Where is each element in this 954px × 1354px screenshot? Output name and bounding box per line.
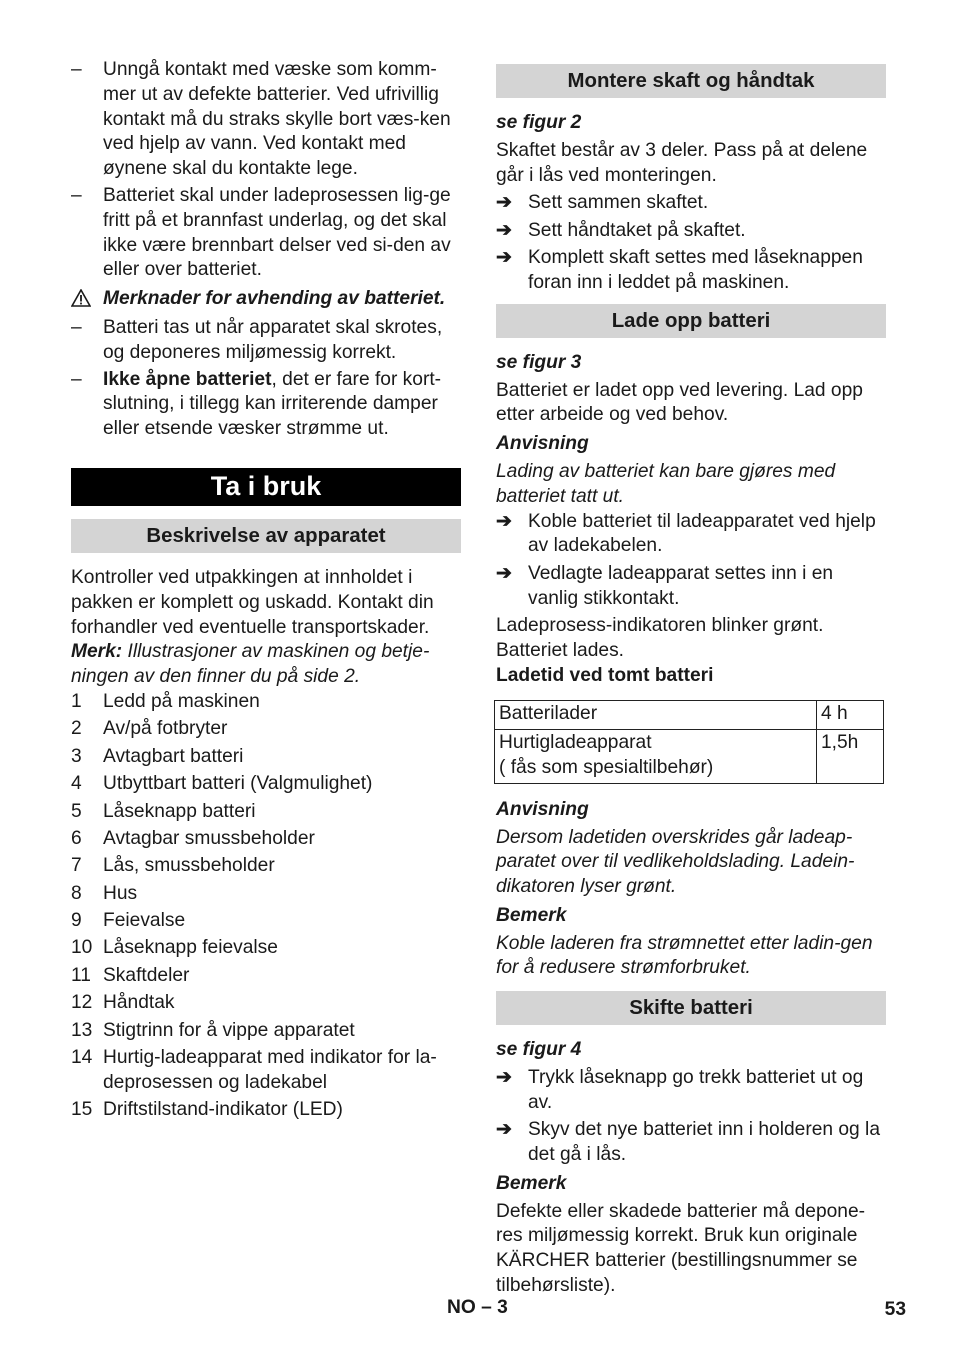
- list-item: [71, 964, 461, 989]
- table-cell-time: 1,5h: [817, 730, 884, 784]
- list-item-number: 3: [71, 745, 82, 767]
- step-item: [496, 510, 886, 560]
- bemerk-text: Defekte eller skadede batterier må depone-res miljømessig korrekt. Bruk kun originale KÄRCHER batterier (bestillingsnummer se tilbehørsliste).: [496, 1200, 866, 1297]
- list-item-number: 10: [71, 937, 93, 959]
- replace-steps: [496, 1066, 886, 1168]
- dash-bullet: –: [71, 368, 82, 390]
- step-text: Vedlagte ladeapparat settes inn i en vanlig stikkontakt.: [528, 562, 834, 609]
- list-item-number: 13: [71, 1019, 93, 1041]
- figure-reference: se figur 4: [496, 1039, 582, 1061]
- note-label: Merk:: [71, 641, 123, 663]
- anvisning-label: Anvisning: [496, 798, 589, 820]
- list-item-label: Ledd på maskinen: [103, 690, 260, 712]
- charge-steps: [496, 510, 886, 612]
- list-item-label: Hurtig-ladeapparat med indikator for la-deprosessen og ladekabel: [103, 1047, 437, 1093]
- left-column: [71, 58, 461, 1126]
- charge-paragraph: Batteriet er ladet opp ved levering. Lad opp etter arbeide og ved behov.: [496, 379, 863, 426]
- step-text: Sett sammen skaftet.: [528, 192, 709, 214]
- section-title: Ta i bruk: [71, 468, 461, 506]
- step-text: Skyv det nye batteriet inn i holderen og la det gå i lås.: [528, 1119, 880, 1166]
- note-text: Illustrasjoner av maskinen og betje-ningen av den finner du på side 2.: [71, 641, 430, 688]
- figure-reference: se figur 3: [496, 351, 582, 373]
- anvisning-text: Dersom ladetiden overskrides går ladeap-paratet over til vedlikeholdslading. Ladein-dikatoren lyser grønt.: [496, 826, 855, 898]
- list-item: [71, 1046, 461, 1096]
- replace-section-title: Skifte batteri: [496, 991, 886, 1025]
- table-row: [495, 701, 884, 730]
- arrow-icon: ➔: [496, 510, 513, 532]
- arrow-icon: ➔: [496, 1119, 513, 1141]
- list-item: [71, 1019, 461, 1044]
- list-item-label: Av/på fotbryter: [103, 718, 228, 740]
- list-item-label: Skaftdeler: [103, 964, 190, 986]
- list-item-label: Håndtak: [103, 992, 175, 1014]
- list-item-number: 14: [71, 1047, 93, 1069]
- list-item: [71, 991, 461, 1016]
- dash-bullet: –: [71, 316, 82, 338]
- charge-time-heading: Ladetid ved tomt batteri: [496, 664, 714, 686]
- disposal-item: [71, 368, 461, 442]
- list-item-number: 7: [71, 855, 82, 877]
- list-item: [71, 800, 461, 825]
- list-item-label: Feievalse: [103, 910, 186, 932]
- disposal-item-text: Batteri tas ut når apparatet skal skrotes, og deponeres miljømessig korrekt.: [103, 316, 443, 363]
- list-item-number: 8: [71, 882, 82, 904]
- intro-paragraph: Kontroller ved utpakkingen at innholdet i pakken er komplett og uskadd. Kontakt din forhandler ved eventuelle transportskader.: [71, 566, 434, 638]
- list-item-label: Avtagbart batteri: [103, 745, 244, 767]
- parts-list: [71, 690, 461, 1123]
- page-number: 53: [884, 1299, 906, 1320]
- list-item: [71, 936, 461, 961]
- warning-triangle-icon: [71, 289, 91, 315]
- dash-bullet: –: [71, 184, 82, 206]
- mount-paragraph: Skaftet består av 3 deler. Pass på at delene går i lås ved monteringen.: [496, 139, 868, 186]
- list-item-label: Utbyttbart batteri (Valgmulighet): [103, 773, 373, 795]
- right-column: [496, 58, 886, 1299]
- list-item-number: 12: [71, 992, 93, 1014]
- list-item-label: Låseknapp batteri: [103, 800, 256, 822]
- mount-steps: [496, 191, 886, 295]
- table-cell-device: Batterilader: [495, 701, 817, 730]
- charge-section-title: Lade opp batteri: [496, 304, 886, 338]
- table-row: [495, 730, 884, 784]
- list-item: [71, 827, 461, 852]
- disposal-heading-text: Merknader for avhending av batteriet.: [103, 288, 446, 310]
- list-item-label: Driftstilstand-indikator (LED): [103, 1099, 343, 1121]
- anvisning-text: Lading av batteriet kan bare gjøres med batteriet tatt ut.: [496, 460, 836, 507]
- step-item: [496, 562, 886, 612]
- step-item: [496, 246, 886, 296]
- arrow-icon: ➔: [496, 192, 513, 214]
- list-item-label: Lås, smussbeholder: [103, 855, 275, 877]
- figure-reference: se figur 2: [496, 112, 582, 133]
- list-item-number: 11: [71, 964, 91, 986]
- disposal-item: [71, 316, 461, 366]
- list-item-number: 2: [71, 718, 82, 740]
- step-item: [496, 1066, 886, 1116]
- list-item: [71, 772, 461, 797]
- warning-item: [71, 184, 461, 283]
- step-text: Sett håndtaket på skaftet.: [528, 219, 746, 241]
- step-item: [496, 191, 886, 216]
- disposal-item-rest: , det er fare for kort-slutning, i tillegg kan irriterende damper eller etsende væsker strømme ut.: [103, 368, 442, 440]
- list-item: [71, 909, 461, 934]
- list-item-label: Låseknapp feievalse: [103, 937, 278, 959]
- list-item-number: 9: [71, 910, 82, 932]
- list-item-number: 4: [71, 773, 82, 795]
- bemerk-text: Koble laderen fra strømnettet etter ladin-gen for å redusere strømforbruket.: [496, 932, 873, 979]
- arrow-icon: ➔: [496, 562, 513, 584]
- list-item: [71, 1098, 461, 1123]
- footer-label: NO – 3: [447, 1297, 508, 1318]
- disposal-item-bold: Ikke åpne batteriet: [103, 368, 272, 390]
- arrow-icon: ➔: [496, 247, 513, 269]
- list-item: [71, 690, 461, 715]
- list-item: [71, 717, 461, 742]
- note-paragraph: [71, 640, 461, 690]
- disposal-item-text: [103, 368, 461, 442]
- list-item: [71, 882, 461, 907]
- step-text: Trykk låseknapp go trekk batteriet ut og av.: [528, 1067, 864, 1113]
- list-item-label: Avtagbar smussbeholder: [103, 827, 315, 849]
- arrow-icon: ➔: [496, 219, 513, 241]
- list-item-number: 1: [71, 690, 82, 712]
- dash-bullet: –: [71, 59, 82, 80]
- subsection-title: Beskrivelse av apparatet: [71, 519, 461, 553]
- warning-item-text: Batteriet skal under ladeprosessen lig-ge fritt på et brannfast underlag, og det skal ikke være brennbart delser ved si-den av eller over batteriet.: [103, 184, 451, 281]
- list-item-number: 15: [71, 1099, 93, 1121]
- warning-item-text: Unngå kontakt med væske som komm-mer ut av defekte batterier. Ved ufrivillig kontakt må du straks skylle bort væs-ken ved hjelp av vann. Ved kontakt med øynene skal du kontakte lege.: [103, 59, 451, 180]
- step-item: [496, 1118, 886, 1168]
- list-item: [71, 854, 461, 879]
- mount-section-title: Montere skaft og håndtak: [496, 64, 886, 98]
- step-item: [496, 219, 886, 244]
- step-text: Koble batteriet til ladeapparatet ved hjelp av ladekabelen.: [528, 510, 876, 557]
- warning-item: [71, 58, 461, 182]
- bemerk-label: Bemerk: [496, 904, 567, 926]
- table-cell-time: 4 h: [817, 701, 884, 730]
- charge-time-table: [494, 700, 884, 783]
- list-item: [71, 745, 461, 770]
- table-cell-device: Hurtigladeapparat ( fås som spesialtilbehør): [495, 730, 817, 784]
- list-item-label: Stigtrinn for å vippe apparatet: [103, 1019, 355, 1041]
- disposal-heading: [71, 287, 461, 312]
- arrow-icon: ➔: [496, 1067, 513, 1089]
- bemerk-label: Bemerk: [496, 1172, 567, 1194]
- charge-status: Ladeprosess-indikatoren blinker grønt. Batteriet lades.: [496, 614, 824, 661]
- step-text: Komplett skaft settes med låseknappen foran inn i leddet på maskinen.: [528, 247, 863, 293]
- list-item-number: 5: [71, 800, 82, 822]
- list-item-label: Hus: [103, 882, 138, 904]
- list-item-number: 6: [71, 827, 82, 849]
- anvisning-label: Anvisning: [496, 433, 589, 455]
